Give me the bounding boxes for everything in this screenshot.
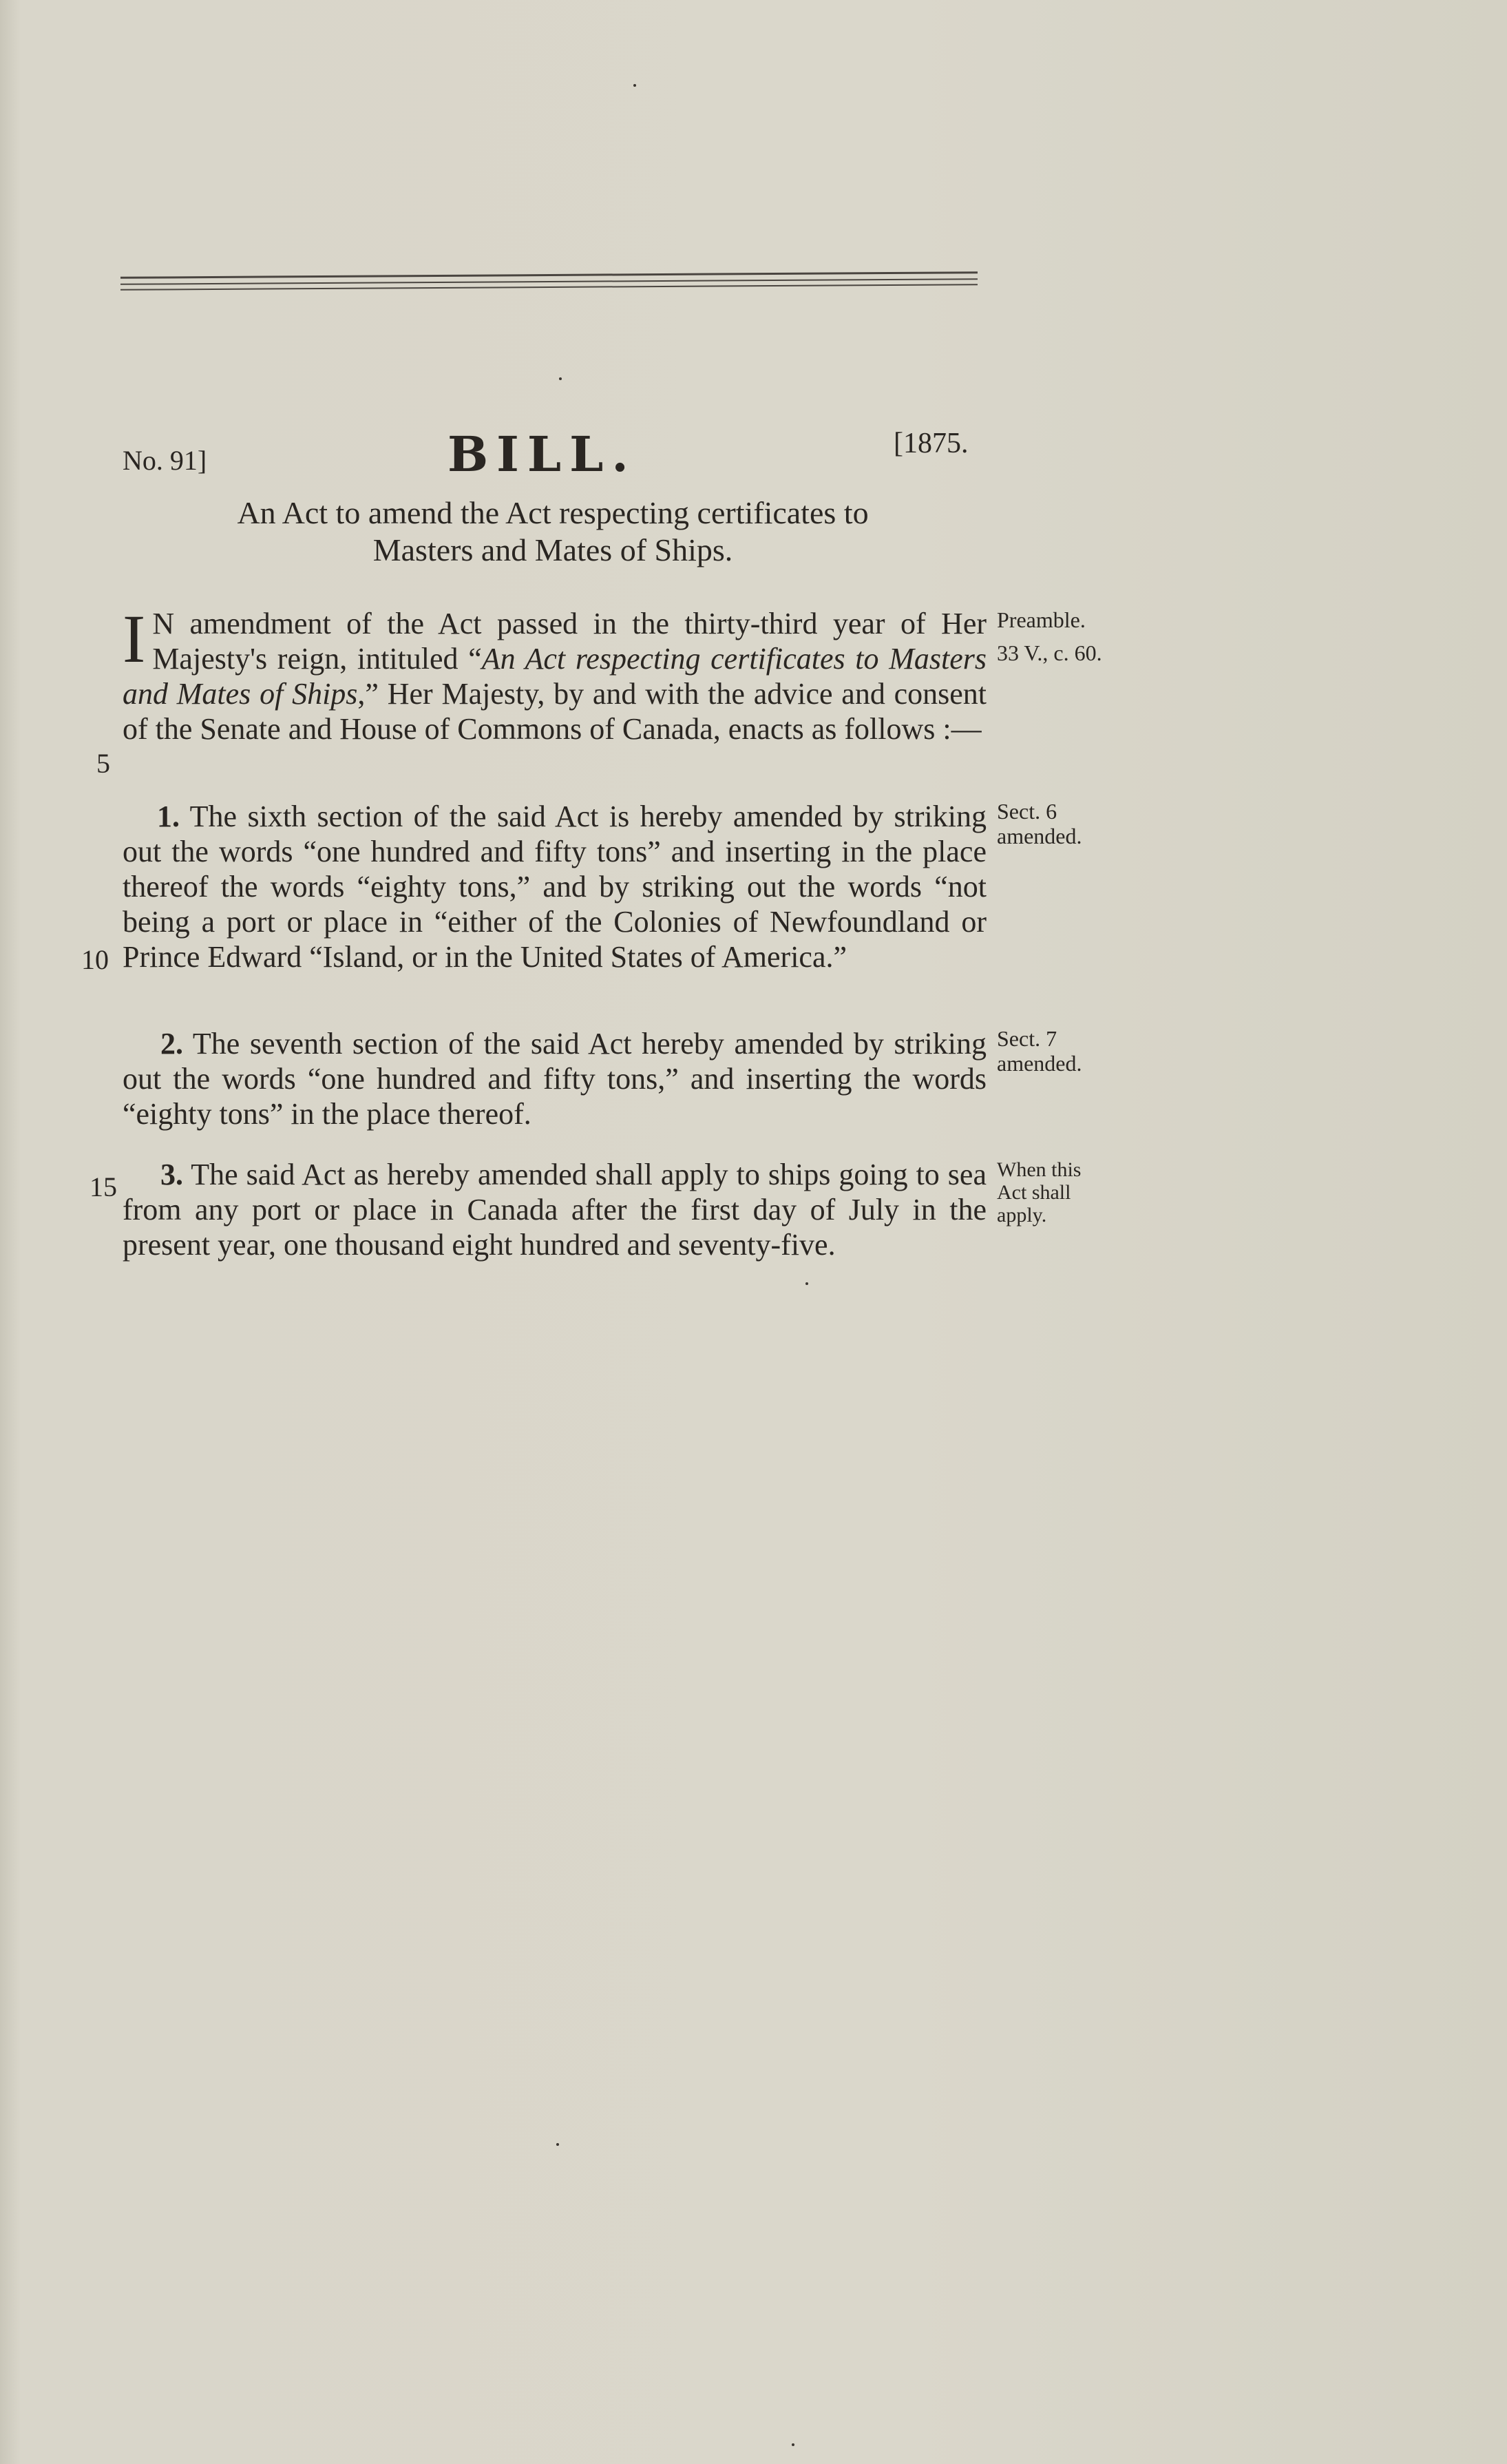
bill-number: No. 91] <box>123 445 207 476</box>
margin-note-line: apply. <box>997 1204 1047 1226</box>
section-text: The said Act as hereby amended shall apply to ships going to sea from any port or place in Canada after the first day of July in the present year, one thousand eight hundred and seventy-five. <box>123 1158 987 1262</box>
paper-speck <box>805 1282 808 1285</box>
paper-speck <box>633 84 636 87</box>
margin-note-line: amended. <box>997 1051 1082 1076</box>
preamble-paragraph <box>123 601 987 746</box>
margin-note-line: amended. <box>997 824 1082 848</box>
section-number: 3. <box>160 1158 183 1191</box>
margin-note-line: Sect. 7 <box>997 1026 1057 1051</box>
line-number: 5 <box>96 748 110 779</box>
section-3 <box>123 1157 987 1262</box>
paper-speck <box>792 2443 794 2446</box>
section-text: The seventh section of the said Act hereby amended by striking out the words “one hundred and fifty tons,” and inserting the words “eighty tons” in the place thereof. <box>123 1027 987 1131</box>
margin-note-line: Act shall <box>997 1181 1071 1204</box>
section-number: 2. <box>160 1027 183 1061</box>
dropcap: I <box>123 601 146 677</box>
section-1 <box>123 799 987 974</box>
preamble-act-name: An Act respecting certificates to Masters and Mates of Ships <box>123 642 987 711</box>
margin-note-line: When this <box>997 1158 1082 1181</box>
act-title <box>123 494 983 569</box>
header-rule <box>120 284 978 291</box>
paper-speck <box>556 2143 559 2146</box>
paper-speck <box>559 377 562 380</box>
margin-note-citation: 33 V., c. 60. <box>997 640 1102 665</box>
margin-note-apply <box>997 1158 1081 1226</box>
section-number: 1. <box>157 800 180 833</box>
header-rule <box>120 271 978 279</box>
line-number: 10 <box>81 944 109 975</box>
margin-note-line: Sect. 6 <box>997 799 1057 824</box>
preamble-text: N amendment of the Act passed in the thirty-third year of Her Majesty's reign, intituled “ <box>152 607 987 676</box>
bill-title: BILL. <box>447 426 637 483</box>
section-text: The sixth section of the said Act is hereby amended by striking out the words “one hundred and fifty tons” and inserting in the place thereof the words “eighty tons,” and by striking out the words “not being a port or place in “either of the Colonies of Newfoundland or Prince Edward “Island, or in the United States of America.” <box>123 800 987 974</box>
act-title-line: An Act to amend the Act respecting certificates to <box>237 495 869 530</box>
bill-year: [1875. <box>894 428 969 459</box>
act-title-line: Masters and Mates of Ships. <box>372 532 733 567</box>
section-2 <box>123 1026 987 1131</box>
margin-note-sect6 <box>997 799 1082 848</box>
preamble-text: ,” Her Majesty, by and with the advice and consent of the Senate and House of Commons of Canada, enacts as follows :— <box>123 677 987 746</box>
margin-note-sect7 <box>997 1026 1082 1076</box>
line-number: 15 <box>89 1171 117 1202</box>
margin-note-preamble: Preamble. <box>997 607 1086 632</box>
